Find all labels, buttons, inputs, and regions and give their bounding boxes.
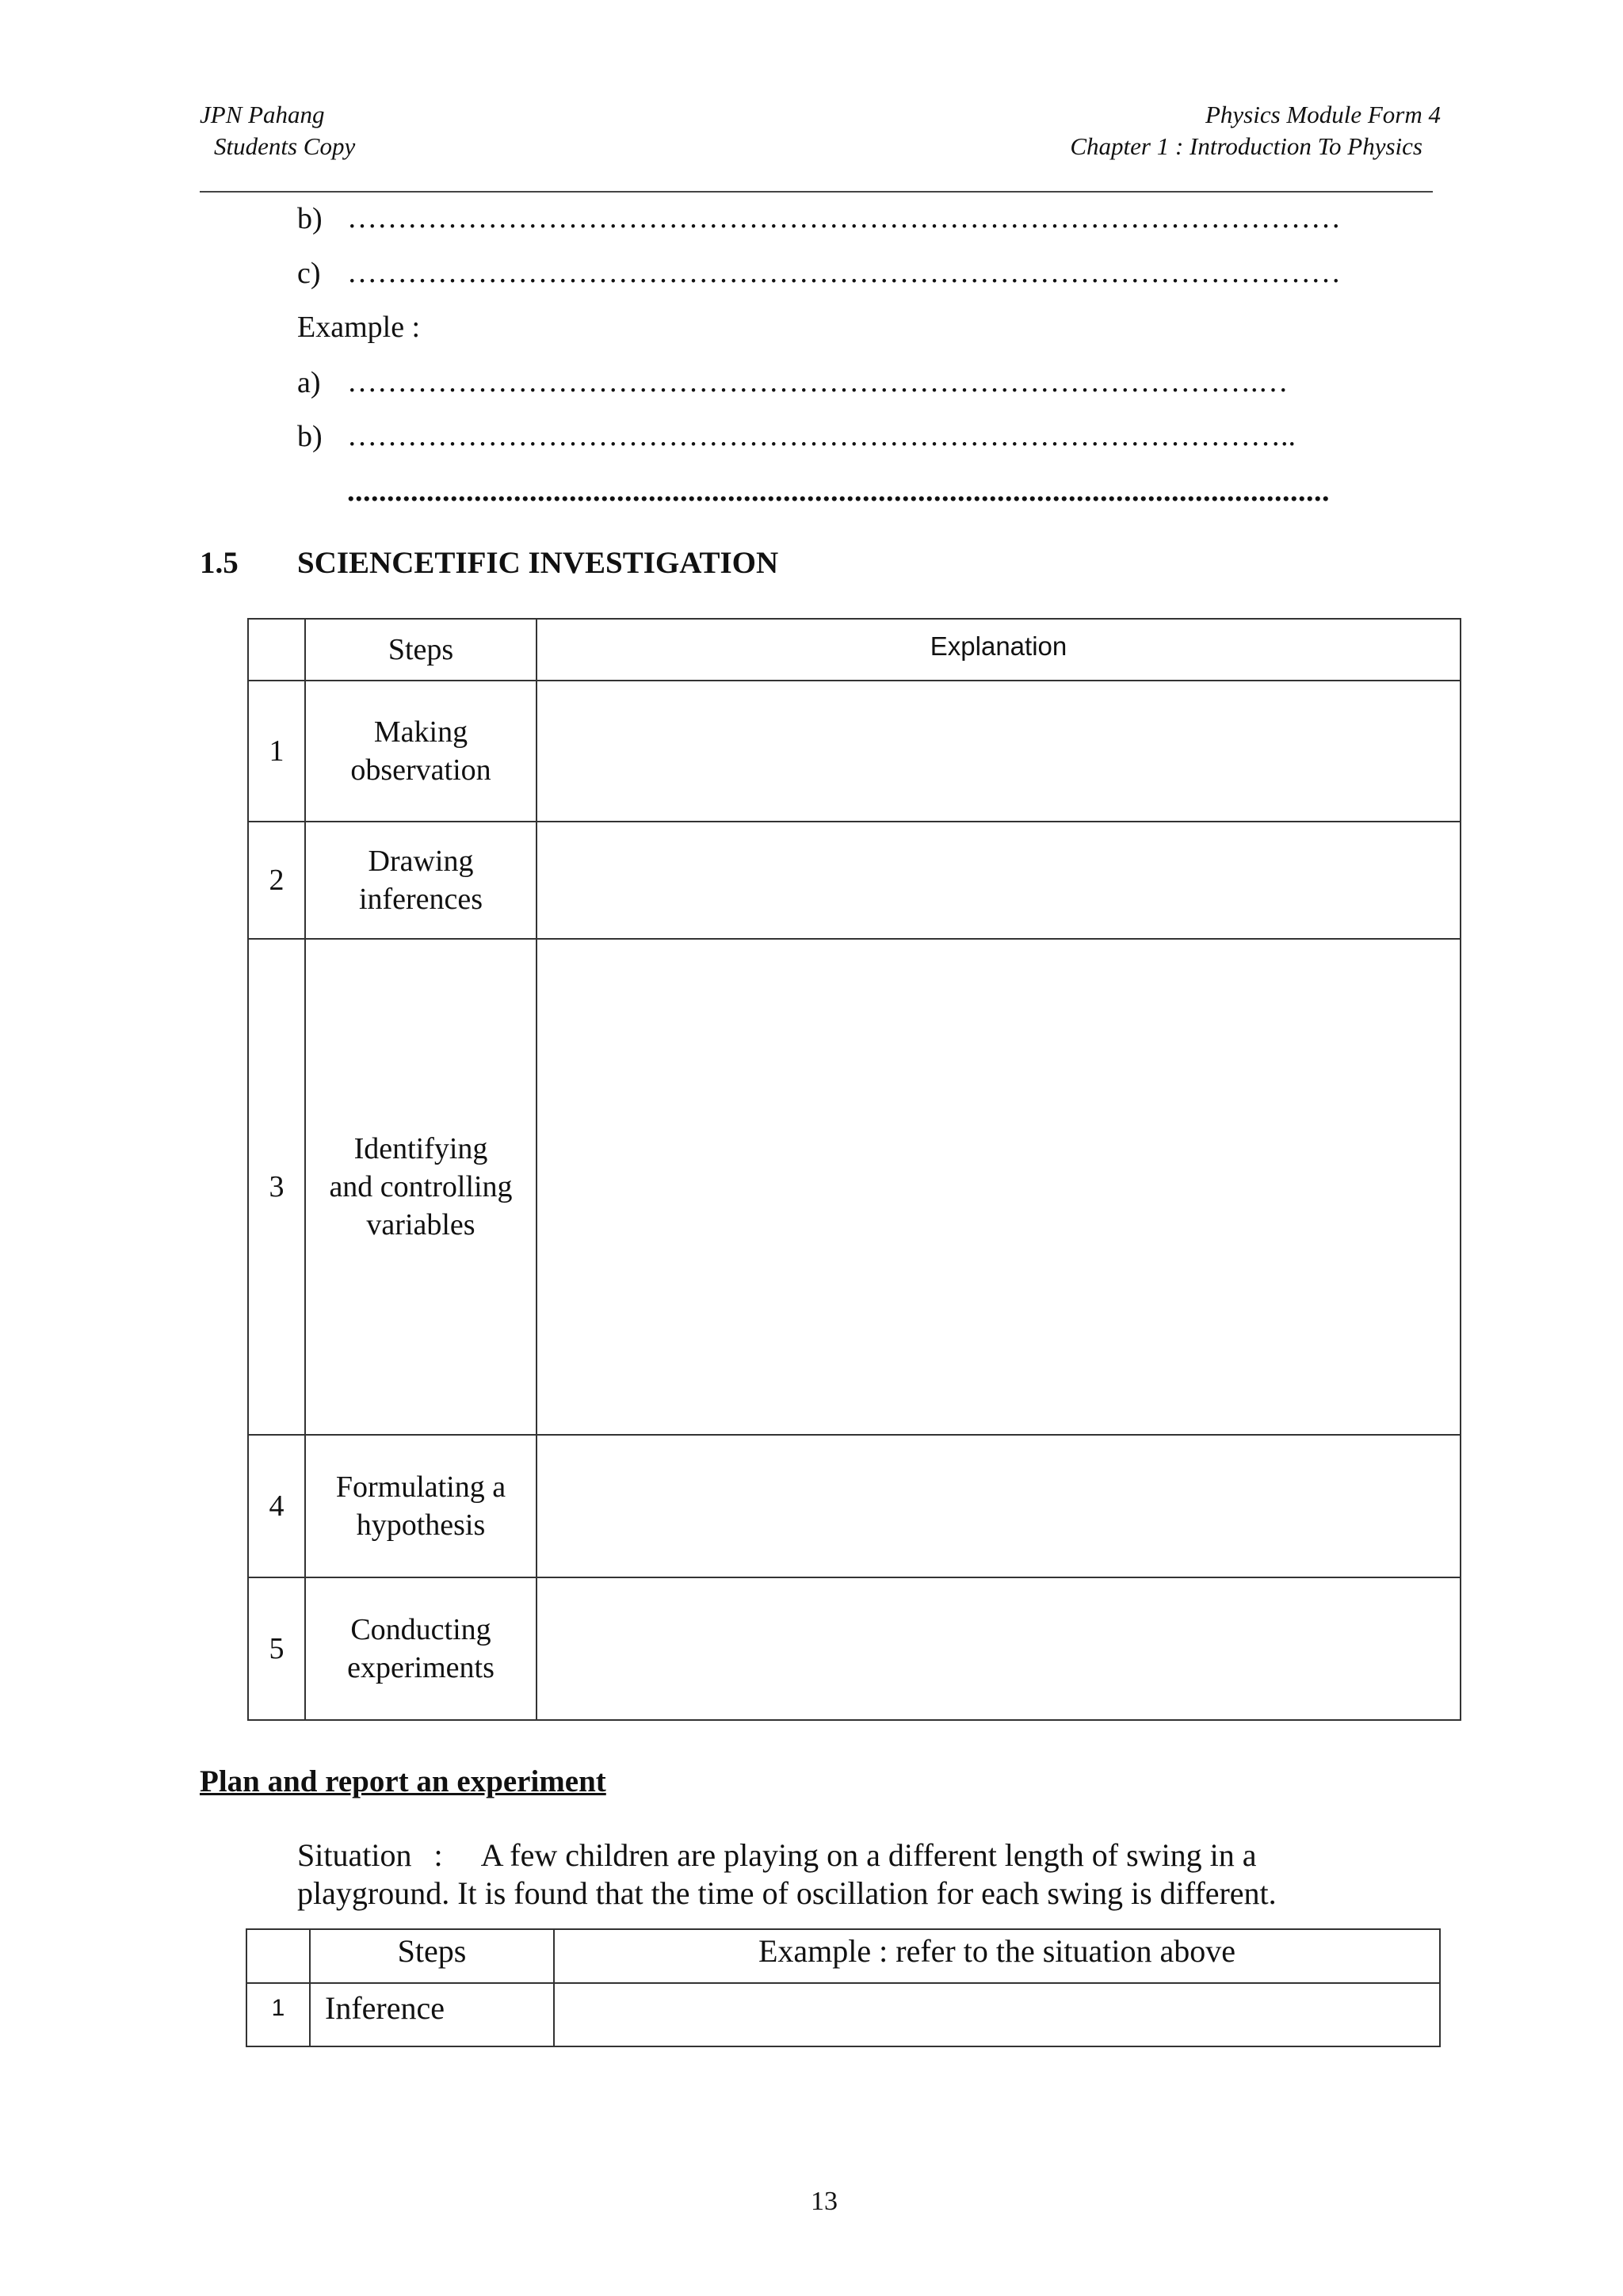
- plan-table: [246, 1928, 1441, 2047]
- situation-line-1: [297, 1836, 1462, 1875]
- example-label: Example :: [297, 311, 421, 344]
- table-row: [248, 822, 1461, 939]
- plan-table-header: [246, 1929, 1440, 1983]
- step-line: hypothesis: [356, 1508, 486, 1542]
- header-num-cell: [248, 619, 305, 681]
- situation-text-2: playground. It is found that the time of oscillation for each swing is different.: [297, 1875, 1277, 1911]
- continuation-dots: ............................................................................................................................: [347, 475, 1330, 508]
- step-line: and controlling: [329, 1170, 513, 1203]
- explanation-cell[interactable]: [537, 939, 1461, 1435]
- step-cell: [305, 681, 537, 822]
- explanation-cell[interactable]: [537, 1435, 1461, 1577]
- item-b-dots: ………………………………………………………………………………………: [347, 201, 1341, 235]
- header-explanation-cell: Explanation: [537, 619, 1461, 681]
- example-a-label: a): [297, 366, 321, 399]
- table-row: [246, 1983, 1440, 2046]
- header-steps-cell: Steps: [305, 619, 537, 681]
- header-left-subtitle: Students Copy: [214, 132, 356, 160]
- header-right-subtitle: Chapter 1 : Introduction To Physics: [1070, 132, 1423, 160]
- item-c-label: c): [297, 257, 321, 290]
- example-b-label: b): [297, 420, 323, 453]
- step-cell: [305, 1435, 537, 1577]
- example-a-dots: ……………………………………………………………………………….…: [347, 365, 1289, 399]
- page-number: 13: [811, 2187, 838, 2216]
- row-number: 2: [248, 822, 305, 939]
- step-line: experiments: [347, 1651, 495, 1684]
- row-number: 3: [248, 939, 305, 1435]
- step-cell: [305, 822, 537, 939]
- step-cell: [305, 939, 537, 1435]
- plan-row-number: 1: [246, 1983, 310, 2046]
- situation-block: [297, 1836, 1462, 1913]
- header-left-title: JPN Pahang: [200, 101, 325, 128]
- step-line: inferences: [358, 883, 483, 916]
- plan-header-num-cell: [246, 1929, 310, 1983]
- item-b-label: b): [297, 202, 323, 235]
- plan-step-cell: Inference: [310, 1983, 554, 2046]
- header-rule: [200, 191, 1433, 193]
- table-row: [248, 939, 1461, 1435]
- item-c-dots: ………………………………………………………………………………………: [347, 256, 1341, 289]
- step-line: Conducting: [350, 1613, 491, 1646]
- step-line: variables: [366, 1208, 475, 1241]
- investigation-table-header: [248, 619, 1461, 681]
- row-number: 4: [248, 1435, 305, 1577]
- step-line: Formulating a: [335, 1470, 506, 1504]
- plan-example-cell[interactable]: [554, 1983, 1440, 2046]
- step-cell: [305, 1577, 537, 1720]
- row-number: 5: [248, 1577, 305, 1720]
- situation-label: Situation: [297, 1837, 412, 1873]
- section-number: 1.5: [200, 546, 239, 580]
- plan-header-example-cell: Example : refer to the situation above: [554, 1929, 1440, 1983]
- example-b-dots: …………………………………………………………………………………..: [347, 419, 1296, 452]
- explanation-cell[interactable]: [537, 822, 1461, 939]
- plan-heading: Plan and report an experiment: [200, 1764, 606, 1798]
- situation-text-1: A few children are playing on a different length of swing in a: [480, 1837, 1257, 1873]
- step-line: Drawing: [368, 845, 474, 878]
- plan-header-steps-cell: Steps: [310, 1929, 554, 1983]
- step-line: observation: [350, 753, 491, 787]
- step-line: Making: [373, 715, 468, 749]
- explanation-cell[interactable]: [537, 1577, 1461, 1720]
- step-line: Identifying: [353, 1132, 488, 1165]
- table-row: [248, 681, 1461, 822]
- header-right-title: Physics Module Form 4: [1205, 101, 1441, 128]
- row-number: 1: [248, 681, 305, 822]
- investigation-table: [247, 618, 1461, 1721]
- table-row: [248, 1435, 1461, 1577]
- explanation-cell[interactable]: [537, 681, 1461, 822]
- section-title: SCIENCETIFIC INVESTIGATION: [297, 546, 779, 580]
- situation-colon: :: [433, 1837, 443, 1873]
- table-row: [248, 1577, 1461, 1720]
